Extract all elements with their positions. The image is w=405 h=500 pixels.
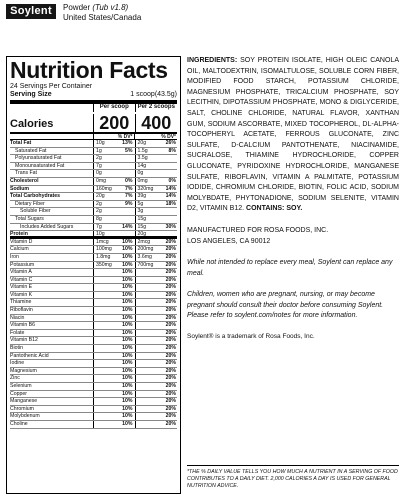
amount-per-scoop [93, 299, 114, 306]
dv-per-2-scoops [155, 170, 177, 177]
amount-per-scoop [93, 292, 114, 299]
allergen-statement: CONTAINS: SOY. [246, 205, 303, 213]
nutrient-row [10, 307, 177, 315]
manufacturer-line-1: MANUFACTURED FOR ROSA FOODS, INC. [187, 226, 329, 234]
dv-per-scoop: 7% [125, 185, 133, 192]
nutrient-name: Vitamin K [10, 291, 33, 298]
dv-per-2-scoops: 20% [165, 352, 177, 359]
amount-per-2-scoops [135, 345, 156, 352]
amount-per-2-scoops: 3.6mg [135, 254, 156, 261]
amount-per-2-scoops [135, 299, 156, 306]
amount-per-scoop: 2g [93, 208, 114, 215]
nutrient-row [10, 269, 177, 277]
dv-per-2-scoops [155, 208, 177, 215]
amount-per-scoop [93, 337, 114, 344]
dv-per-2-scoops [155, 155, 177, 162]
nutrient-row [10, 262, 177, 270]
amount-per-scoop [93, 284, 114, 291]
nutrient-row [10, 375, 177, 383]
amount-per-2-scoops [135, 383, 156, 390]
nutrient-name: Niacin [10, 314, 25, 321]
nutrient-name: Folate [10, 329, 25, 336]
amount-per-scoop [93, 345, 114, 352]
nutrient-row [10, 322, 177, 330]
amount-per-scoop: 8g [93, 216, 114, 223]
amount-per-scoop: 2g [93, 201, 114, 208]
dv-per-scoop: 0% [125, 177, 133, 184]
nutrient-name: Protein [10, 231, 28, 236]
nutrient-name: Vitamin E [10, 284, 33, 291]
nutrient-name: Sodium [10, 185, 30, 192]
amount-per-scoop: 0mg [93, 178, 114, 185]
amount-per-2-scoops [135, 292, 156, 299]
dv-per-2-scoops: 20% [165, 238, 177, 245]
soylent-logo: Soylent [6, 4, 56, 19]
dv-per-scoop: 7% [125, 193, 133, 200]
product-region: United States/Canada [63, 13, 142, 22]
amount-per-2-scoops: 15g [135, 216, 156, 223]
nutrient-name: Vitamin D [10, 238, 33, 245]
dv-per-scoop [114, 163, 135, 170]
nutrient-row [10, 216, 177, 224]
amount-per-scoop [93, 413, 114, 420]
dv-per-2-scoops: 20% [165, 375, 177, 382]
nutrient-row [10, 224, 177, 232]
nutrient-row [10, 277, 177, 285]
amount-per-2-scoops: 20g [135, 140, 156, 147]
nutrient-name: Zinc [10, 375, 20, 382]
nutrient-name: Biotin [10, 345, 23, 352]
dv-per-2-scoops [155, 216, 177, 223]
dv-per-scoop [114, 170, 135, 177]
dv-per-2-scoops: 20% [165, 398, 177, 405]
amount-per-scoop [93, 353, 114, 360]
nutrient-name: Calcium [10, 246, 29, 253]
amount-per-2-scoops: 1.5g [135, 148, 156, 155]
amount-per-scoop [93, 360, 114, 367]
dv-per-2-scoops: 20% [165, 269, 177, 276]
dv-per-scoop: 10% [122, 307, 133, 314]
amount-per-scoop: 2g [93, 155, 114, 162]
nutrient-row [10, 315, 177, 323]
dv-per-scoop: 10% [122, 276, 133, 283]
amount-per-2-scoops [135, 398, 156, 405]
amount-per-scoop: 160mg [93, 186, 114, 193]
nutrient-row [10, 170, 177, 178]
nutrient-name: Molybdenum [10, 413, 40, 420]
nutrient-row [10, 148, 177, 156]
nutrient-row [10, 360, 177, 368]
nutrition-facts-panel [6, 56, 181, 494]
ingredients-label: INGREDIENTS: [187, 57, 238, 64]
amount-per-scoop [93, 307, 114, 314]
nutrient-row [10, 413, 177, 421]
manufacturer-block [187, 226, 399, 247]
ingredients-text: SOY PROTEIN ISOLATE, HIGH OLEIC CANOLA OIL, MALTODEXTRIN, ISOMALTULOSE, SOLUBLE CORN FIBER, MODIFIED FOOD STARCH, POTASSIUM CHLORIDE, MAGNESIUM PHOSPHATE, TRICALCIUM PHOSPHATE, SOY LECITHIN, DIPOTASSIUM PHOSPHATE, MONO & DIGLYCERIDE, SALT, CHOLINE CHLORIDE, NATURAL FLAVOR, XANTHAN GUM, SODIUM ASCORBATE, MIXED TOCOPHEROL, DL-ALPHA-TOCOPHERYL ACETATE, FERROUS GLUCONATE, ZINC SULFATE, D-CALCIUM PANTOTHENATE, NIACINAMIDE, SUCRALOSE, THIAMINE HYDROCHLORIDE, COPPER GLUCONATE, PYRIDOXINE HYDROCHLORIDE, MANGANESE SULFATE, RIBOFLAVIN, VITAMIN A PALMITATE, POTASSIUM IODIDE, CHROMIUM CHLORIDE, BIOTIN, FOLIC ACID, SODIUM MOLYBDATE, PHYTONADIONE, SODIUM SELENITE, VITAMIN D2, VITAMIN B12. [187, 57, 399, 213]
dv-per-scoop: 10% [122, 413, 133, 420]
amount-per-2-scoops: 15g [135, 224, 156, 231]
amount-per-2-scoops [135, 315, 156, 322]
dv-per-scoop: 10% [122, 322, 133, 329]
nutrient-row [10, 201, 177, 209]
dv-per-2-scoops: 20% [165, 390, 177, 397]
amount-per-2-scoops: 700mg [135, 262, 156, 269]
amount-per-scoop: 7g [93, 163, 114, 170]
dv-per-scoop: 14% [122, 223, 133, 230]
dv-per-2-scoops: 20% [165, 329, 177, 336]
health-warning: Children, women who are pregnant, nursing, or may become pregnant should consult their doctor before consuming Soylent. Please refer to soylent.com/notes for more information. [187, 291, 384, 320]
nutrient-name: Polyunsaturated Fat [15, 155, 62, 162]
amount-per-2-scoops: 39g [135, 193, 156, 200]
dv-per-2-scoops: 30% [165, 223, 177, 230]
dv-per-scoop: 10% [122, 375, 133, 382]
nutrient-name: Manganese [10, 398, 38, 405]
nutrient-name: Thiamine [10, 299, 32, 306]
dv-per-2-scoops: 20% [165, 314, 177, 321]
label-text-column [187, 56, 399, 343]
dv-per-2-scoops: 20% [165, 307, 177, 314]
amount-per-2-scoops: 14g [135, 163, 156, 170]
dv-per-scoop: 10% [122, 352, 133, 359]
amount-per-2-scoops: 0mg [135, 178, 156, 185]
dv-per-2-scoops: 20% [165, 284, 177, 291]
amount-per-2-scoops [135, 353, 156, 360]
amount-per-scoop: 100mg [93, 246, 114, 253]
dv-per-2-scoops: 20% [165, 261, 177, 268]
nutrient-row [10, 254, 177, 262]
dv-per-scoop: 10% [122, 284, 133, 291]
amount-per-2-scoops: 3g [135, 208, 156, 215]
amount-per-2-scoops [135, 284, 156, 291]
amount-per-scoop: 20g [93, 193, 114, 200]
amount-per-scoop: 1g [93, 148, 114, 155]
dv-per-2-scoops [155, 231, 177, 236]
dv-per-scoop: 9% [125, 200, 133, 207]
nutrient-row [10, 292, 177, 300]
dv-per-2-scoops: 20% [165, 345, 177, 352]
amount-per-2-scoops: 320mg [135, 186, 156, 193]
amount-per-2-scoops [135, 322, 156, 329]
amount-per-scoop: 1.8mg [93, 254, 114, 261]
nutrient-row [10, 178, 177, 186]
amount-per-2-scoops [135, 421, 156, 428]
nutrient-row [10, 246, 177, 254]
dv-per-scoop: 10% [122, 291, 133, 298]
amount-per-2-scoops [135, 375, 156, 382]
serving-size-row [10, 91, 177, 104]
dv-per-2-scoops: 20% [165, 383, 177, 389]
nutrient-row [10, 368, 177, 376]
nutrient-row [10, 186, 177, 194]
dv-per-2-scoops: 20% [165, 299, 177, 306]
dv-per-scoop [114, 216, 135, 223]
amount-per-2-scoops [135, 406, 156, 413]
nutrient-name: Choline [10, 420, 28, 427]
serving-size-label: Serving Size [10, 91, 52, 98]
dv-per-scoop: 10% [122, 398, 133, 405]
amount-per-scoop [93, 277, 114, 284]
meal-disclaimer: While not intended to replace every meal, Soylent can replace any meal. [187, 259, 393, 277]
amount-per-scoop [93, 398, 114, 405]
nutrient-row [10, 140, 177, 148]
dv-per-scoop: 10% [122, 420, 133, 427]
dv-per-2-scoops: 26% [165, 140, 177, 146]
calories-label: Calories [10, 118, 54, 130]
dv-per-scoop: 10% [122, 269, 133, 276]
manufacturer-line-2: LOS ANGELES, CA 90012 [187, 237, 271, 245]
dv-per-2-scoops: 20% [165, 367, 177, 374]
nutrient-name: Total Fat [10, 140, 32, 146]
dv-per-scoop: 10% [122, 253, 133, 260]
nutrient-name: Magnesium [10, 367, 37, 374]
dv-per-2-scoops: 20% [165, 337, 177, 344]
nutrient-name: Iodine [10, 360, 25, 367]
per-scoop-label: Per scoop [93, 104, 135, 112]
amount-per-2-scoops [135, 330, 156, 337]
nutrient-row [10, 406, 177, 414]
nutrient-row [10, 337, 177, 345]
dv-per-scoop: 10% [122, 246, 133, 253]
amount-per-scoop [93, 315, 114, 322]
nutrient-name: Potassium [10, 261, 35, 268]
dv-per-2-scoops: 20% [165, 360, 177, 367]
nutrient-name: Includes Added Sugars [20, 223, 74, 230]
dv-per-2-scoops: 18% [165, 200, 176, 207]
nutrient-name: Cholesterol [10, 177, 39, 184]
dv-header-2: % DV* [134, 134, 177, 139]
dv-per-scoop: 10% [122, 367, 133, 374]
nutrient-row [10, 231, 177, 239]
amount-per-2-scoops [135, 360, 156, 367]
amount-per-scoop: 10g [93, 140, 114, 147]
nutrient-name: Pantothenic Acid [10, 352, 49, 359]
dv-per-scoop: 10% [122, 314, 133, 321]
product-header [0, 0, 405, 44]
amount-per-2-scoops [135, 269, 156, 276]
nutrient-name: Copper [10, 390, 28, 397]
dv-per-2-scoops [155, 163, 177, 170]
nutrient-row [10, 353, 177, 361]
dv-per-2-scoops: 20% [165, 253, 177, 260]
dv-per-2-scoops: 14% [165, 193, 177, 200]
nutrient-name: Total Sugars [15, 215, 44, 222]
product-version: (Tub v1.8) [92, 3, 129, 12]
dv-per-2-scoops: 20% [165, 246, 177, 253]
product-name [63, 3, 128, 13]
per-serving-header [10, 104, 177, 112]
dv-per-2-scoops: 14% [165, 185, 177, 192]
dv-per-scoop: 10% [122, 405, 133, 412]
dv-per-scoop: 10% [122, 360, 133, 367]
amount-per-scoop [93, 330, 114, 337]
dv-per-2-scoops: 20% [165, 413, 177, 420]
amount-per-scoop: 1mcg [93, 239, 114, 246]
amount-per-scoop [93, 322, 114, 329]
dv-per-scoop: 10% [122, 337, 133, 344]
dv-per-scoop [114, 231, 135, 236]
nutrient-row [10, 163, 177, 171]
amount-per-scoop [93, 391, 114, 398]
amount-per-2-scoops [135, 413, 156, 420]
nutrient-name: Vitamin B12 [10, 337, 38, 344]
per-2-scoops-label: Per 2 scoops [135, 104, 178, 112]
nutrient-name: Iron [10, 253, 19, 260]
dv-per-scoop: 13% [122, 140, 133, 146]
dv-per-scoop: 10% [122, 383, 133, 389]
dv-per-scoop: 10% [122, 261, 133, 268]
amount-per-scoop [93, 383, 114, 390]
amount-per-2-scoops: 5g [135, 201, 156, 208]
dv-per-scoop [114, 155, 135, 162]
dv-per-2-scoops: 0% [168, 177, 177, 184]
amount-per-2-scoops [135, 391, 156, 398]
amount-per-scoop: 10g [93, 231, 114, 236]
nutrient-name: Total Carbohydrates [10, 193, 61, 200]
nutrient-row [10, 299, 177, 307]
nutrient-name: Dietary Fiber [15, 200, 45, 207]
nutrient-name: Monounsaturated Fat [15, 162, 65, 169]
nutrient-name: Vitamin A [10, 269, 32, 276]
calories-row [10, 112, 177, 134]
dv-per-scoop: 10% [122, 238, 133, 245]
calories-per-scoop: 200 [93, 114, 135, 132]
nutrient-name: Vitamin C [10, 276, 33, 283]
amount-per-scoop [93, 421, 114, 428]
dv-per-2-scoops: 20% [165, 291, 177, 298]
nutrient-table [10, 140, 177, 429]
nutrient-name: Vitamin B6 [10, 322, 35, 329]
nutrient-row [10, 239, 177, 247]
ingredients-block [187, 56, 399, 215]
trademark-notice: Soylent® is a trademark of Rosa Foods, Inc. [187, 333, 315, 341]
nutrition-facts-title: Nutrition Facts [10, 57, 168, 83]
nutrient-name: Riboflavin [10, 307, 33, 314]
amount-per-2-scoops [135, 277, 156, 284]
amount-per-2-scoops [135, 307, 156, 314]
amount-per-scoop [93, 406, 114, 413]
dv-per-scoop: 10% [122, 390, 133, 397]
amount-per-2-scoops: 200mg [135, 246, 156, 253]
amount-per-scoop: 0g [93, 170, 114, 177]
dv-per-scoop [114, 208, 135, 215]
amount-per-scoop: 350mg [93, 262, 114, 269]
dv-per-scoop: 10% [122, 299, 133, 306]
nutrient-row [10, 330, 177, 338]
dv-per-2-scoops: 20% [165, 276, 177, 283]
amount-per-2-scoops: 20g [135, 231, 156, 236]
nutrient-row [10, 193, 177, 201]
nutrient-name: Chromium [10, 405, 34, 412]
amount-per-scoop [93, 375, 114, 382]
calories-per-2-scoops: 400 [135, 114, 178, 132]
dv-per-scoop: 10% [122, 345, 133, 352]
amount-per-2-scoops: 0g [135, 170, 156, 177]
serving-size-value: 1 scoop(43.5g) [130, 91, 177, 98]
dv-per-2-scoops: 20% [165, 420, 177, 427]
nutrient-row [10, 391, 177, 399]
dv-per-scoop: 10% [122, 329, 133, 336]
nutrient-row [10, 155, 177, 163]
amount-per-scoop [93, 269, 114, 276]
dv-per-2-scoops: 20% [165, 405, 177, 412]
amount-per-scoop [93, 368, 114, 375]
nutrient-name: Trans Fat [15, 170, 38, 177]
amount-per-2-scoops: 2mcg [135, 239, 156, 246]
nutrient-row [10, 383, 177, 391]
nutrient-row [10, 345, 177, 353]
dv-header-1: % DV* [93, 134, 135, 139]
nutrient-row [10, 208, 177, 216]
amount-per-2-scoops: 3.5g [135, 155, 156, 162]
nutrient-row [10, 398, 177, 406]
dv-per-2-scoops: 20% [165, 322, 177, 329]
daily-value-footnote: *THE % DAILY VALUE TELLS YOU HOW MUCH A NUTRIENT IN A SERVING OF FOOD CONTRIBUTES TO A DAILY DIET. 2,000 CALORIES A DAY IS USED FOR GENERAL NUTRITION ADVICE. [187, 465, 399, 491]
dv-per-2-scoops: 8% [168, 147, 176, 154]
amount-per-2-scoops [135, 337, 156, 344]
nutrient-name: Soluble Fiber [20, 208, 51, 215]
nutrient-row [10, 421, 177, 429]
servings-per-container: 24 Servings Per Container [10, 83, 93, 90]
amount-per-2-scoops [135, 368, 156, 375]
dv-per-scoop: 5% [125, 147, 133, 154]
nutrient-name: Saturated Fat [15, 147, 47, 154]
nutrient-row [10, 284, 177, 292]
amount-per-scoop: 7g [93, 224, 114, 231]
product-type: Powder [63, 3, 91, 12]
nutrient-name: Selenium [10, 383, 32, 389]
